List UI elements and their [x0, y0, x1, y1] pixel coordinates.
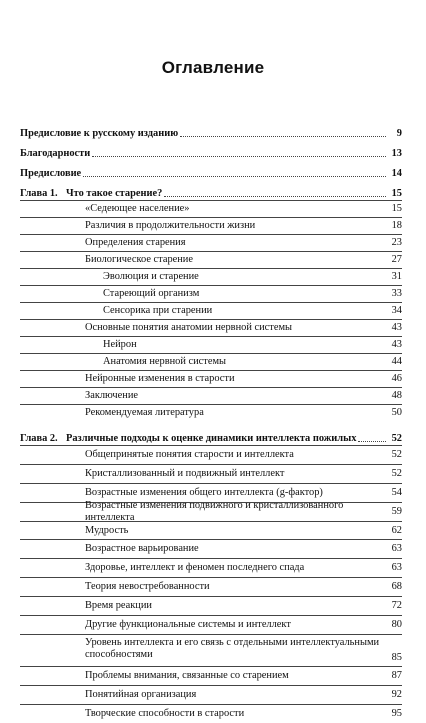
toc-subentry[interactable] [20, 615, 402, 634]
toc-subentry-page: 87 [391, 669, 402, 681]
toc-chapter-2[interactable] [20, 433, 402, 445]
toc-subentry[interactable] [20, 387, 402, 404]
toc-subentry-text: Понятийная организация [85, 688, 197, 700]
toc-subentry[interactable] [20, 302, 402, 319]
toc-subentry-text: «Седеющее население» [85, 203, 190, 214]
toc-subentry-page: 92 [391, 688, 402, 700]
toc-entry-acknowledgements[interactable] [20, 148, 402, 160]
toc-subentry-text: Теория невостребованности [85, 581, 210, 593]
toc-subentry[interactable] [20, 251, 402, 268]
toc-entry-page: 9 [396, 128, 402, 139]
toc-subentry-text: Возрастное варьирование [85, 543, 199, 555]
chapter-page: 15 [391, 188, 402, 199]
toc-subentry-text: Время реакции [85, 600, 152, 612]
toc-subentry[interactable] [20, 319, 402, 336]
toc-subentry-page: 18 [391, 220, 402, 231]
leader-dots [83, 176, 386, 177]
toc-subentry-text: Кристаллизованный и подвижный интеллект [85, 467, 285, 479]
toc-subentry-page: 43 [391, 339, 402, 350]
toc-subentry-page: 72 [391, 600, 402, 612]
leader-dots [180, 136, 386, 137]
toc-subentry-page: 95 [391, 707, 402, 719]
chapter-label: Глава 2. [20, 433, 58, 444]
toc-subentry-text: Биологическое старение [85, 254, 193, 265]
chapter-title: Что такое старение? [66, 188, 163, 199]
toc-subentry-page: 50 [391, 407, 402, 418]
table-of-contents [20, 128, 402, 723]
toc-subentry[interactable] [20, 685, 402, 704]
chapter-1-items [20, 200, 402, 421]
toc-subentry-page: 54 [391, 486, 402, 498]
toc-entry-text: Предисловие [20, 168, 82, 179]
toc-subentry[interactable] [20, 370, 402, 387]
toc-subentry[interactable] [20, 336, 402, 353]
toc-subentry-page: 59 [391, 505, 402, 517]
toc-subentry[interactable] [20, 666, 402, 685]
toc-subentry-page: 52 [391, 467, 402, 479]
toc-subentry-page: 27 [391, 254, 402, 265]
toc-subentry-text: Рекомендуемая литература [85, 407, 204, 418]
toc-subentry[interactable] [20, 404, 402, 421]
toc-subentry-text: Возрастные изменения общего интеллекта (g-фактор) [85, 486, 323, 498]
toc-subentry[interactable] [20, 234, 402, 251]
toc-subentry-page: 62 [391, 524, 402, 536]
toc-subentry-text: Анатомия нервной системы [103, 356, 227, 367]
chapter-page: 52 [391, 433, 402, 444]
toc-subentry-page: 68 [391, 581, 402, 593]
toc-entry-page: 14 [391, 168, 402, 179]
toc-subentry-text: Возрастные изменения подвижного и кристаллизованного интеллекта [85, 499, 344, 523]
leader-dots [92, 156, 386, 157]
toc-subentry-text: Нейрон [103, 339, 137, 350]
toc-subentry-text: Стареющий организм [103, 288, 200, 299]
toc-entry-text: Благодарности [20, 148, 91, 159]
toc-entry-preface-russian[interactable] [20, 128, 402, 140]
toc-subentry-text: Сенсорика при старении [103, 305, 213, 316]
toc-subentry-page: 23 [391, 237, 402, 248]
toc-subentry[interactable] [20, 353, 402, 370]
toc-subentry-page: 15 [391, 203, 402, 214]
toc-subentry[interactable] [20, 539, 402, 558]
toc-subentry[interactable] [20, 499, 402, 523]
chapter-title: Различные подходы к оценке динамики интеллекта пожилых [66, 433, 357, 444]
toc-subentry-text: Нейронные изменения в старости [85, 373, 235, 384]
toc-subentry-text: Другие функциональные системы и интеллект [85, 618, 291, 630]
toc-subentry[interactable] [20, 217, 402, 234]
chapter-label: Глава 1. [20, 188, 58, 199]
toc-subentry[interactable] [20, 445, 402, 464]
toc-subentry-page: 52 [391, 448, 402, 460]
toc-subentry-page: 48 [391, 390, 402, 401]
toc-subentry-text: Уровень интеллекта и его связь с отдельными интеллектуальными способностями [85, 636, 380, 660]
toc-subentry-text: Мудрость [85, 524, 129, 536]
toc-subentry-page: 44 [391, 356, 402, 367]
toc-subentry[interactable] [20, 464, 402, 483]
toc-subentry[interactable] [20, 704, 402, 723]
toc-subentry-text: Здоровье, интеллект и феномен последнего спада [85, 562, 305, 574]
toc-subentry-page: 63 [391, 543, 402, 555]
toc-subentry[interactable] [20, 596, 402, 615]
toc-subentry-page: 85 [391, 651, 402, 663]
toc-subentry-page: 33 [391, 288, 402, 299]
toc-subentry-text: Различия в продолжительности жизни [85, 220, 256, 231]
toc-subentry-page: 31 [391, 271, 402, 282]
toc-subentry[interactable] [20, 577, 402, 596]
page-title: Оглавление [161, 58, 265, 77]
toc-chapter-1[interactable] [20, 188, 402, 200]
toc-subentry[interactable] [20, 200, 402, 217]
toc-entry-text: Предисловие к русскому изданию [20, 128, 179, 139]
toc-subentry-page: 46 [391, 373, 402, 384]
toc-subentry-page: 80 [391, 618, 402, 630]
toc-subentry-text: Творческие способности в старости [85, 707, 245, 719]
toc-subentry[interactable] [20, 558, 402, 577]
chapter-2-items [20, 445, 402, 723]
toc-entry-preface[interactable] [20, 168, 402, 180]
toc-subentry[interactable] [20, 268, 402, 285]
toc-subentry-page: 34 [391, 305, 402, 316]
toc-subentry-text: Основные понятия анатомии нервной системы [85, 322, 292, 333]
toc-subentry-text: Эволюция и старение [103, 271, 199, 282]
toc-subentry[interactable] [20, 634, 402, 666]
toc-subentry-text: Заключение [85, 390, 138, 401]
toc-subentry-page: 63 [391, 562, 402, 574]
leader-dots [358, 441, 386, 442]
toc-subentry-text: Общепринятые понятия старости и интеллекта [85, 448, 294, 460]
leader-dots [164, 196, 386, 197]
toc-subentry[interactable] [20, 285, 402, 302]
toc-subentry-text: Определения старения [85, 237, 186, 248]
toc-entry-page: 13 [391, 148, 402, 159]
toc-subentry-text: Проблемы внимания, связанные со старением [85, 669, 289, 681]
toc-subentry[interactable] [20, 521, 402, 540]
toc-subentry-page: 43 [391, 322, 402, 333]
